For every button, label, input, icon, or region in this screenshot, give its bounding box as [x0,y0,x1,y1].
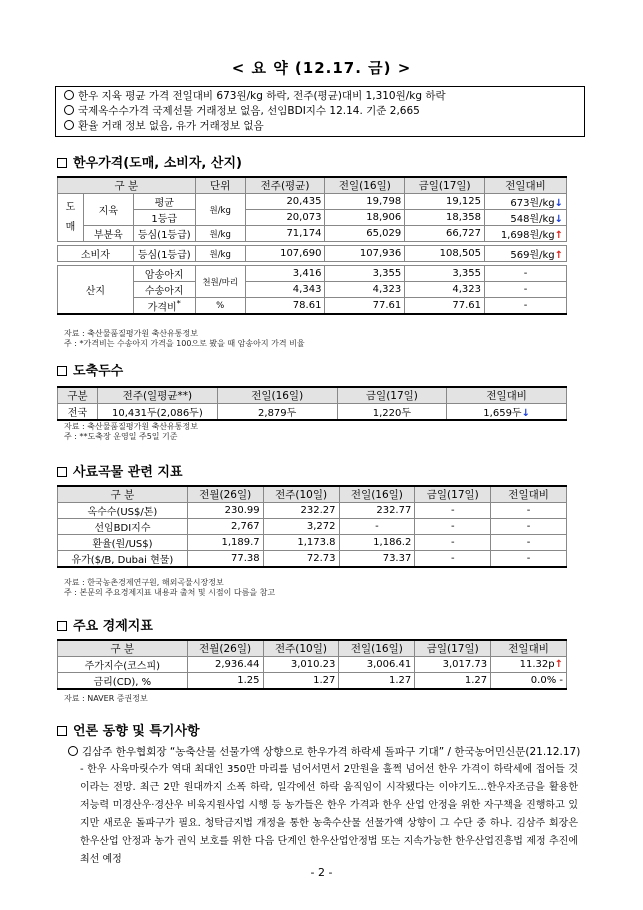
section-title-slaughter: 도축두수 [57,360,123,379]
page-title: < 요 약 (12.17. 금) > [231,59,412,77]
footnote: 주 : *가격비는 수송아지 가격을 100으로 봤을 때 암송아지 가격 비율 [64,339,305,348]
footnote: 주 : 본문의 주요경제지표 내용과 출처 및 시점이 다름을 참고 [64,588,276,597]
slaughter-table: 구분 전주(일평균**) 전일(16일) 금일(17일) 전일대비 전국 10,431두(2,086두) 2,879두 1,220두 1,659두↓ [57,386,567,421]
summary-box [55,86,585,137]
hanwoo-price-table: 구 분 단위 전주(평균) 전일(16일) 금일(17일) 전일대비 도매 지육 평균 원/kg 20,435 19,798 19,125 673원/kg↓ 1등급 20,073 18,906 18,358 548원/kg↓ 부분육 등심(1등급) 원/kg 71,174 65,029 66,727 1,698원/kg↑ 소비자 등심(1등급) 원/kg 107,690 107,936 108,505 569원/kg↑ 산지 암송아지 천원/마리 3,416 3,355 3,355 - 수송아지 4,343 4,323 4,323 - 가격비* % 78.61 77.61 77.61 - [57,176,567,315]
summary-line: 국제옥수수가격 국제선물 거래정보 없음, 선임BDI지수 12.14. 기준 2,665 [64,104,576,119]
source-note: 자료 : 축산물품질평가원 축산유통정보 [64,422,198,431]
section-title-feed: 사료곡물 관련 지표 [57,461,183,480]
source-note: 자료 : NAVER 증권정보 [64,694,148,703]
news-block [68,744,581,869]
page-number: - 2 - [310,866,333,879]
feed-table: 구 분 전월(26일) 전주(10일) 전일(16일) 금일(17일) 전일대비 옥수수(US$/톤) 230.99 232.27 232.77 - - 선임BDI지수 2,767 3,272 - - - 환율(원/US$) 1,189.7 1,173.8 1,186.2 - - 유가($/B, Dubai 현물) 77.38 72.73 73.37 - - [57,485,567,568]
section-title-economy: 주요 경제지표 [57,615,153,634]
summary-line: 환율 거래 정보 없음, 유가 거래정보 없음 [64,119,576,134]
footnote: 주 : **도축장 운영일 주5일 기준 [64,432,178,441]
source-note: 자료 : 한국농촌경제연구원, 해외곡물시장정보 [64,578,224,587]
section-title-hanwoo-price: 한우가격(도매, 소비자, 산지) [57,152,242,171]
news-headline: 김삼주 한우협회장 “농축산물 선물가액 상향으로 한우가격 하락세 돌파구 기대” / 한국농어민신문(21.12.17) [68,744,578,760]
news-body: - 한우 사육마릿수가 역대 최대인 350만 마리를 넘어서면서 2만원을 훌쩍 넘어선 한우 가격이 하락세에 접어들 것이라는 전망. 최근 2만 원대까지 소폭 하락, 일각에선 하락 움직임이 시작됐다는 이야기도...한우자조금을 활용한 저능력 미경산우·경산우 비육지원사업 시행 등 농가들은 한우 가격과 한우 산업 안정을 위한 자구책을 진행하고 있지만 새로운 돌파구가 필요. 청탁금지법 개정을 통한 농축수산물 선물가액 상향이 그 수단 중 하나. 김삼주 회장은 한우산업 안정과 농가 권익 보호를 위한 다음 단계인 한우산업안정법 또는 지속가능한 한우산업진흥법 제정 추진에 최선 예정 [80,764,578,865]
economy-table: 구 분 전월(26일) 전주(10일) 전일(16일) 금일(17일) 전일대비 주가지수(코스피) 2,936.44 3,010.23 3,006.41 3,017.73 11.32p↑ 금리(CD), % 1.25 1.27 1.27 1.27 0.0% - [57,639,567,690]
section-title-news: 언론 동향 및 특기사항 [57,720,200,739]
summary-line: 한우 지육 평균 가격 전일대비 673원/kg 하락, 전주(평균)대비 1,310원/kg 하락 [64,89,576,104]
source-note: 자료 : 축산물품질평가원 축산유통정보 [64,329,198,338]
